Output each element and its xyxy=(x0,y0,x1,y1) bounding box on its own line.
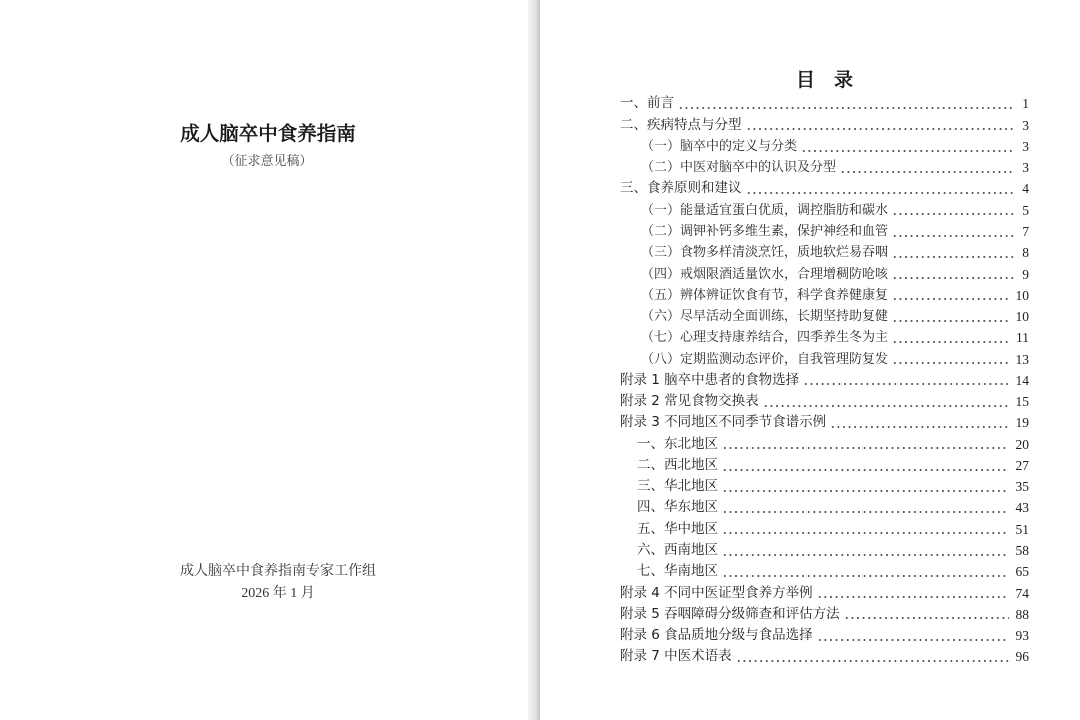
toc-entry-label: （二）中医对脑卒中的认识及分型 xyxy=(641,160,837,176)
toc-subsection[interactable] xyxy=(620,285,1029,306)
document-date: 2026 年 1 月 xyxy=(241,586,315,601)
toc-entry-label: 附录 5 吞咽障碍分级筛查和评估方法 xyxy=(620,605,840,622)
dot-leader xyxy=(892,327,1009,348)
toc-region[interactable] xyxy=(620,476,1029,497)
dot-leader xyxy=(722,519,1009,540)
toc-entry-page: 14 xyxy=(1015,372,1029,388)
dot-leader xyxy=(892,242,1014,263)
dot-leader xyxy=(892,264,1014,285)
toc-entry-label: 四、华东地区 xyxy=(637,499,718,516)
dot-leader xyxy=(722,540,1009,561)
toc-list xyxy=(620,93,1029,667)
toc-region[interactable] xyxy=(620,561,1029,582)
toc-entry-page: 20 xyxy=(1015,436,1029,452)
toc-entry-page: 11 xyxy=(1016,330,1029,346)
toc-entry-label: 一、东北地区 xyxy=(637,435,718,452)
toc-section[interactable] xyxy=(620,115,1029,136)
toc-subsection[interactable] xyxy=(620,157,1029,178)
toc-entry-label: （六）尽早活动全面训练，长期坚持助复健 xyxy=(641,309,889,325)
dot-leader xyxy=(722,476,1009,497)
toc-region[interactable] xyxy=(620,540,1029,561)
dot-leader xyxy=(840,157,1014,178)
toc-entry-page: 5 xyxy=(1022,202,1029,218)
toc-entry-page: 35 xyxy=(1015,479,1029,495)
cover-page xyxy=(0,0,528,720)
toc-entry-label: 六、西南地区 xyxy=(637,541,718,558)
toc-entry-page: 13 xyxy=(1015,351,1029,367)
toc-entry-page: 27 xyxy=(1015,457,1029,473)
toc-entry-label: 附录 3 不同地区不同季节食谱示例 xyxy=(620,414,827,431)
toc-appendix[interactable] xyxy=(620,646,1029,667)
toc-appendix[interactable] xyxy=(620,391,1029,412)
toc-region[interactable] xyxy=(620,455,1029,476)
toc-subsection[interactable] xyxy=(620,242,1029,263)
dot-leader xyxy=(844,604,1009,625)
toc-entry-page: 96 xyxy=(1015,649,1029,665)
toc-entry-label: （二）调钾补钙多维生素，保护神经和血管 xyxy=(641,223,889,239)
toc-entry-page: 3 xyxy=(1022,117,1029,133)
toc-entry-page: 93 xyxy=(1015,628,1029,644)
toc-entry-page: 4 xyxy=(1022,181,1029,197)
dot-leader xyxy=(746,115,1015,136)
toc-section[interactable] xyxy=(620,178,1029,199)
toc-heading: 目 录 xyxy=(795,69,853,91)
toc-appendix[interactable] xyxy=(620,412,1029,433)
dot-leader xyxy=(817,583,1009,604)
toc-entry-page: 1 xyxy=(1022,96,1029,112)
dot-leader xyxy=(892,349,1008,370)
document-subtitle: （征求意见稿） xyxy=(221,154,313,169)
toc-entry-label: 一、前言 xyxy=(620,95,674,112)
toc-entry-page: 51 xyxy=(1015,521,1029,537)
toc-entry-page: 10 xyxy=(1015,309,1029,325)
dot-leader xyxy=(736,646,1009,667)
toc-entry-page: 7 xyxy=(1022,223,1029,239)
toc-subsection[interactable] xyxy=(620,327,1029,348)
toc-entry-page: 15 xyxy=(1015,394,1029,410)
document-title: 成人脑卒中食养指南 xyxy=(180,122,356,145)
toc-entry-label: （四）戒烟限酒适量饮水，合理增稠防呛咳 xyxy=(641,266,889,282)
dot-leader xyxy=(678,93,1014,114)
dot-leader xyxy=(722,497,1009,518)
dot-leader xyxy=(830,412,1008,433)
toc-section[interactable] xyxy=(620,93,1029,114)
dot-leader xyxy=(722,434,1009,455)
dot-leader xyxy=(801,136,1014,157)
toc-entry-label: 七、华南地区 xyxy=(637,563,718,580)
toc-entry-label: （三）食物多样清淡烹饪，质地软烂易吞咽 xyxy=(641,245,889,261)
toc-entry-page: 3 xyxy=(1022,138,1029,154)
toc-entry-label: 附录 7 中医术语表 xyxy=(620,648,732,665)
toc-entry-label: 三、华北地区 xyxy=(637,478,718,495)
toc-entry-label: （七）心理支持康养结合，四季养生冬为主 xyxy=(641,330,889,346)
dot-leader xyxy=(892,306,1008,327)
toc-subsection[interactable] xyxy=(620,136,1029,157)
toc-page xyxy=(540,0,1080,720)
dot-leader xyxy=(892,221,1014,242)
dot-leader xyxy=(722,455,1009,476)
toc-entry-label: （五）辨体辨证饮食有节，科学食养健康复 xyxy=(641,287,889,303)
toc-subsection[interactable] xyxy=(620,306,1029,327)
toc-appendix[interactable] xyxy=(620,604,1029,625)
dot-leader xyxy=(817,625,1009,646)
page-gutter xyxy=(528,0,540,720)
toc-entry-label: 附录 6 食品质地分级与食品选择 xyxy=(620,627,813,644)
toc-region[interactable] xyxy=(620,434,1029,455)
dot-leader xyxy=(746,178,1015,199)
toc-entry-page: 74 xyxy=(1015,585,1029,601)
toc-entry-page: 88 xyxy=(1015,606,1029,622)
toc-entry-label: 附录 1 脑卒中患者的食物选择 xyxy=(620,371,800,388)
toc-entry-label: 附录 4 不同中医证型食养方举例 xyxy=(620,584,813,601)
toc-entry-label: （一）能量适宜蛋白优质，调控脂肪和碳水 xyxy=(641,202,889,218)
toc-entry-label: （一）脑卒中的定义与分类 xyxy=(641,138,798,154)
toc-entry-page: 43 xyxy=(1015,500,1029,516)
dot-leader xyxy=(892,285,1008,306)
toc-appendix[interactable] xyxy=(620,370,1029,391)
dot-leader xyxy=(803,370,1008,391)
toc-entry-label: 三、食养原则和建议 xyxy=(620,180,742,197)
toc-entry-page: 58 xyxy=(1015,542,1029,558)
toc-entry-label: （八）定期监测动态评价，自我管理防复发 xyxy=(641,351,889,367)
toc-appendix[interactable] xyxy=(620,583,1029,604)
toc-entry-page: 3 xyxy=(1022,160,1029,176)
toc-entry-page: 10 xyxy=(1015,287,1029,303)
toc-subsection[interactable] xyxy=(620,200,1029,221)
toc-entry-label: 附录 2 常见食物交换表 xyxy=(620,393,759,410)
dot-leader xyxy=(892,200,1014,221)
toc-appendix[interactable] xyxy=(620,625,1029,646)
document-author: 成人脑卒中食养指南专家工作组 xyxy=(180,563,376,579)
toc-subsection[interactable] xyxy=(620,349,1029,370)
toc-region[interactable] xyxy=(620,519,1029,540)
toc-entry-label: 二、西北地区 xyxy=(637,456,718,473)
toc-entry-page: 9 xyxy=(1022,266,1029,282)
toc-region[interactable] xyxy=(620,497,1029,518)
toc-entry-label: 五、华中地区 xyxy=(637,520,718,537)
toc-entry-label: 二、疾病特点与分型 xyxy=(620,116,742,133)
toc-entry-page: 19 xyxy=(1015,415,1029,431)
toc-subsection[interactable] xyxy=(620,221,1029,242)
dot-leader xyxy=(763,391,1009,412)
dot-leader xyxy=(722,561,1009,582)
toc-entry-page: 8 xyxy=(1022,245,1029,261)
toc-subsection[interactable] xyxy=(620,264,1029,285)
toc-entry-page: 65 xyxy=(1015,564,1029,580)
